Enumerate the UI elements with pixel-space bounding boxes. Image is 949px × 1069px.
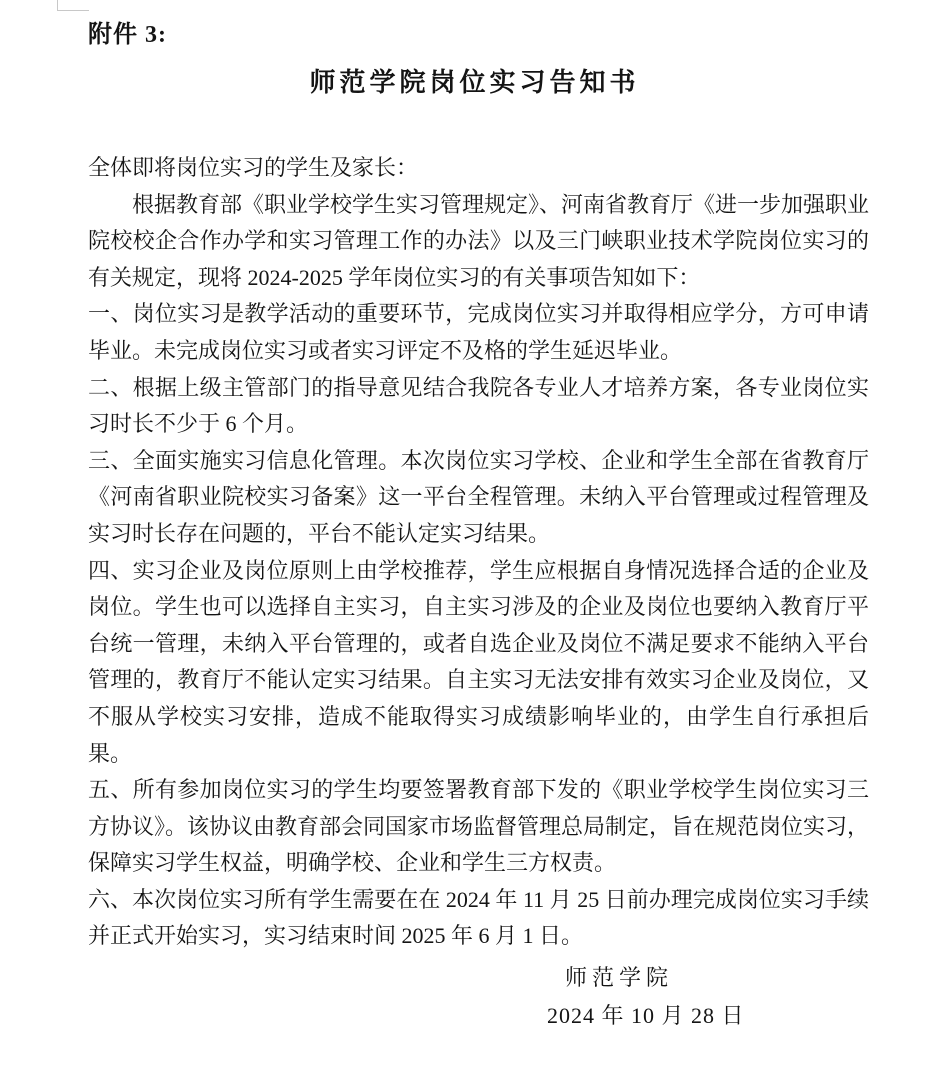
attachment-label: 附件 3: (88, 22, 167, 48)
notice-item-3: 三、全面实施实习信息化管理。本次岗位实习学校、企业和学生全部在省教育厅《河南省职业院校实习备案》这一平台全程管理。未纳入平台管理或过程管理及实习时长存在问题的，平台不能认定实习结果。 (88, 447, 869, 546)
intro-paragraph: 根据教育部《职业学校学生实习管理规定》、河南省教育厅《进一步加强职业院校校企合作办学和实习管理工作的办法》以及三门峡职业技术学院岗位实习的有关规定，现将 2024-2025 学年岗位实习的有关事项告知如下： (88, 191, 870, 290)
notice-item-1: 一、岗位实习是教学活动的重要环节，完成岗位实习并取得相应学分，方可申请毕业。未完成岗位实习或者实习评定不及格的学生延迟毕业。 (88, 301, 869, 363)
salutation: 全体即将岗位实习的学生及家长： (88, 155, 419, 180)
signature-date: 2024 年 10 月 28 日 (547, 1003, 745, 1028)
notice-item-2: 二、根据上级主管部门的指导意见结合我院各专业人才培养方案，各专业岗位实习时长不少于 6 个月。 (88, 374, 869, 437)
margin-crop-mark (57, 0, 89, 11)
signature-organization: 师范学院 (565, 965, 674, 990)
document-body (88, 150, 869, 955)
notice-item-6: 六、本次岗位实习所有学生需要在在 2024 年 11 月 25 日前办理完成岗位实习手续并正式开始实习，实习结束时间 2025 年 6 月 1 日。 (88, 886, 869, 949)
notice-item-4: 四、实习企业及岗位原则上由学校推荐，学生应根据自身情况选择合适的企业及岗位。学生也可以选择自主实习，自主实习涉及的企业及岗位也要纳入教育厅平台统一管理，未纳入平台管理的，或者自选企业及岗位不满足要求不能纳入平台管理的，教育厅不能认定实习结果。自主实习无法安排有效实习企业及岗位，又不服从学校实习安排，造成不能取得实习成绩影响毕业的，由学生自行承担后果。 (88, 557, 869, 766)
notice-item-5: 五、所有参加岗位实习的学生均要签署教育部下发的《职业学校学生岗位实习三方协议》。该协议由教育部会同国家市场监督管理总局制定，旨在规范岗位实习，保障实习学生权益，明确学校、企业和学生三方权责。 (88, 777, 870, 876)
document-title: 师范学院岗位实习告知书 (309, 68, 640, 97)
